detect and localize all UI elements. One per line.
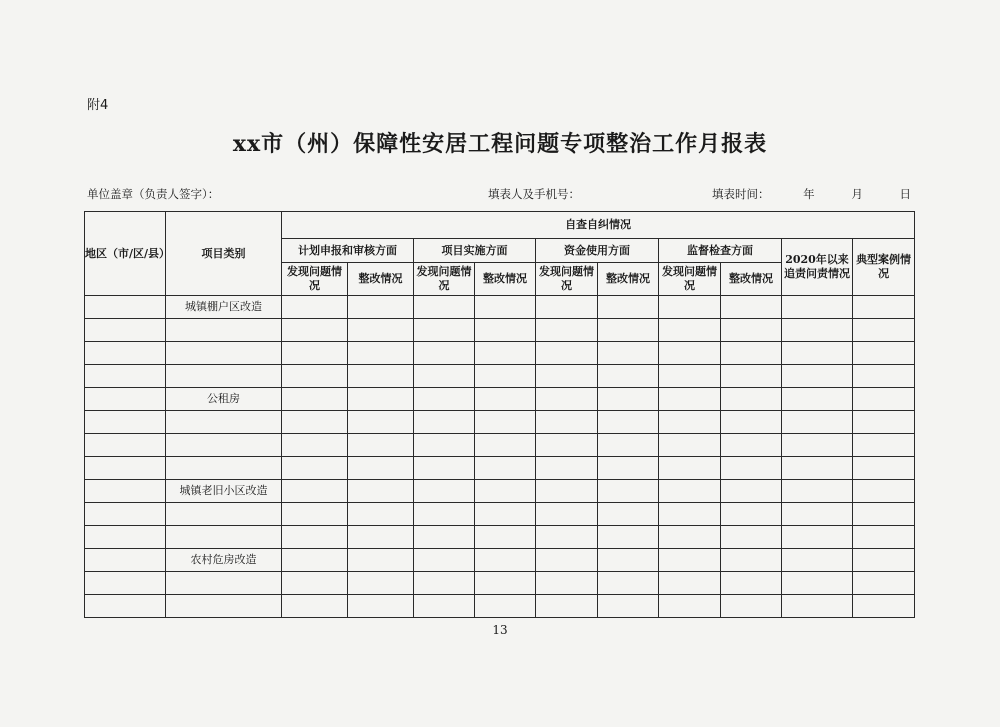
table-cell	[348, 411, 414, 434]
day-label: 日	[899, 187, 911, 201]
table-cell	[348, 457, 414, 480]
table-cell	[348, 296, 414, 319]
table-cell	[598, 388, 659, 411]
table-cell	[282, 572, 348, 595]
table-cell	[166, 434, 282, 457]
table-body	[85, 296, 915, 618]
table-cell	[475, 342, 536, 365]
table-cell	[536, 480, 598, 503]
attachment-label: 附4	[87, 98, 109, 113]
table-cell	[85, 549, 166, 572]
table-cell	[659, 319, 721, 342]
table-cell	[475, 503, 536, 526]
table-cell	[85, 526, 166, 549]
table-cell	[536, 342, 598, 365]
table-cell	[348, 526, 414, 549]
table-cell	[598, 342, 659, 365]
table-row	[85, 526, 915, 549]
table-cell	[659, 434, 721, 457]
table-cell	[282, 595, 348, 618]
table-cell	[536, 457, 598, 480]
report-title: xx市（州）保障性安居工程问题专项整治工作月报表	[232, 131, 768, 157]
table-cell	[659, 595, 721, 618]
table-row	[85, 572, 915, 595]
table-cell	[598, 411, 659, 434]
table-cell	[853, 480, 915, 503]
table-cell	[782, 296, 853, 319]
table-cell	[475, 457, 536, 480]
rectify-header: 整改情况	[721, 263, 782, 296]
table-cell	[475, 411, 536, 434]
table-cell	[348, 365, 414, 388]
table-cell	[598, 296, 659, 319]
table-cell	[721, 549, 782, 572]
table-cell	[282, 342, 348, 365]
table-cell	[536, 411, 598, 434]
table-cell	[782, 411, 853, 434]
table-cell	[782, 480, 853, 503]
table-cell	[414, 365, 475, 388]
table-cell	[598, 434, 659, 457]
table-cell	[166, 365, 282, 388]
table-cell	[853, 342, 915, 365]
table-cell	[721, 296, 782, 319]
table-cell	[853, 572, 915, 595]
project-category-cell: 公租房	[166, 388, 282, 411]
table-row	[85, 549, 915, 572]
table-cell	[782, 434, 853, 457]
table-cell	[414, 342, 475, 365]
table-cell	[348, 595, 414, 618]
table-cell	[659, 342, 721, 365]
table-cell	[659, 526, 721, 549]
table-cell	[659, 388, 721, 411]
group-implementation-header: 项目实施方面	[414, 239, 536, 263]
table-cell	[282, 503, 348, 526]
table-cell	[414, 457, 475, 480]
table-cell	[853, 595, 915, 618]
table-cell	[475, 480, 536, 503]
table-cell	[85, 388, 166, 411]
table-cell	[166, 411, 282, 434]
table-cell	[85, 503, 166, 526]
table-cell	[853, 296, 915, 319]
table-cell	[536, 388, 598, 411]
table-cell	[85, 365, 166, 388]
table-row	[85, 296, 915, 319]
typical-cases-header: 典型案例情况	[853, 239, 915, 296]
table-cell	[85, 319, 166, 342]
table-cell	[85, 296, 166, 319]
table-cell	[598, 319, 659, 342]
table-row	[85, 411, 915, 434]
table-cell	[166, 342, 282, 365]
table-cell	[85, 411, 166, 434]
table-row	[85, 365, 915, 388]
table-cell	[348, 342, 414, 365]
table-cell	[414, 296, 475, 319]
table-cell	[282, 319, 348, 342]
table-cell	[282, 365, 348, 388]
table-cell	[85, 434, 166, 457]
table-cell	[721, 434, 782, 457]
table-cell	[282, 526, 348, 549]
fill-date	[712, 186, 911, 202]
table-cell	[721, 526, 782, 549]
rectify-header: 整改情况	[475, 263, 536, 296]
table-cell	[721, 457, 782, 480]
table-cell	[348, 480, 414, 503]
project-type-header: 项目类别	[166, 212, 282, 296]
table-cell	[282, 411, 348, 434]
table-cell	[475, 434, 536, 457]
table-cell	[721, 480, 782, 503]
table-cell	[536, 526, 598, 549]
table-cell	[721, 411, 782, 434]
table-cell	[348, 549, 414, 572]
table-cell	[721, 319, 782, 342]
table-cell	[721, 342, 782, 365]
filler-label: 填表人及手机号：	[488, 187, 580, 201]
table-cell	[475, 572, 536, 595]
year-label: 年	[803, 187, 815, 201]
unit-seal-label: 单位盖章（负责人签字）：	[87, 187, 220, 201]
table-cell	[475, 526, 536, 549]
table-cell	[166, 503, 282, 526]
table-cell	[782, 503, 853, 526]
table-row	[85, 319, 915, 342]
table-cell	[414, 480, 475, 503]
table-cell	[782, 572, 853, 595]
table-cell	[782, 365, 853, 388]
table-cell	[598, 526, 659, 549]
table-cell	[853, 434, 915, 457]
table-row	[85, 480, 915, 503]
table-cell	[536, 595, 598, 618]
table-cell	[659, 549, 721, 572]
table-cell	[659, 365, 721, 388]
table-cell	[659, 480, 721, 503]
table-cell	[598, 503, 659, 526]
table-cell	[282, 296, 348, 319]
found-issues-header: 发现问题情况	[659, 263, 721, 296]
table-cell	[536, 503, 598, 526]
rectify-header: 整改情况	[348, 263, 414, 296]
table-cell	[475, 296, 536, 319]
table-cell	[348, 319, 414, 342]
table-cell	[536, 296, 598, 319]
fill-time-label: 填表时间：	[712, 187, 770, 201]
table-cell	[282, 434, 348, 457]
table-cell	[414, 595, 475, 618]
table-cell	[782, 342, 853, 365]
table-cell	[598, 572, 659, 595]
table-cell	[853, 411, 915, 434]
table-cell	[782, 457, 853, 480]
table-cell	[166, 595, 282, 618]
table-cell	[85, 457, 166, 480]
table-cell	[659, 572, 721, 595]
found-issues-header: 发现问题情况	[536, 263, 598, 296]
table-row	[85, 457, 915, 480]
table-cell	[853, 457, 915, 480]
month-label: 月	[851, 187, 863, 201]
table-cell	[85, 572, 166, 595]
table-cell	[721, 365, 782, 388]
table-row	[85, 503, 915, 526]
region-header: 地区（市/区/县）	[85, 212, 166, 296]
table-cell	[659, 457, 721, 480]
table-cell	[853, 319, 915, 342]
table-cell	[536, 572, 598, 595]
table-cell	[659, 296, 721, 319]
table-row	[85, 388, 915, 411]
table-cell	[853, 388, 915, 411]
table-cell	[348, 503, 414, 526]
page-number: 13	[492, 623, 508, 637]
table-cell	[782, 319, 853, 342]
accountability-header: 2020年以来追责问责情况	[782, 239, 853, 296]
rectify-header: 整改情况	[598, 263, 659, 296]
report-table	[84, 211, 915, 618]
group-funds-header: 资金使用方面	[536, 239, 659, 263]
table-cell	[721, 595, 782, 618]
table-cell	[536, 434, 598, 457]
table-cell	[782, 388, 853, 411]
table-cell	[598, 365, 659, 388]
table-cell	[282, 388, 348, 411]
table-cell	[782, 549, 853, 572]
table-cell	[282, 457, 348, 480]
table-cell	[166, 572, 282, 595]
table-cell	[282, 480, 348, 503]
table-cell	[414, 526, 475, 549]
table-cell	[282, 549, 348, 572]
table-cell	[85, 480, 166, 503]
table-cell	[166, 319, 282, 342]
table-cell	[853, 526, 915, 549]
table-cell	[721, 388, 782, 411]
table-cell	[414, 319, 475, 342]
table-cell	[598, 549, 659, 572]
table-cell	[598, 595, 659, 618]
project-category-cell: 城镇老旧小区改造	[166, 480, 282, 503]
table-cell	[475, 549, 536, 572]
table-cell	[414, 549, 475, 572]
table-cell	[853, 503, 915, 526]
project-category-cell: 农村危房改造	[166, 549, 282, 572]
table-cell	[475, 319, 536, 342]
table-cell	[414, 411, 475, 434]
project-category-cell: 城镇棚户区改造	[166, 296, 282, 319]
table-cell	[721, 503, 782, 526]
self-check-header: 自查自纠情况	[282, 212, 915, 239]
table-cell	[414, 503, 475, 526]
table-cell	[414, 388, 475, 411]
group-plan-header: 计划申报和审核方面	[282, 239, 414, 263]
table-cell	[536, 319, 598, 342]
table-cell	[414, 572, 475, 595]
table-cell	[348, 388, 414, 411]
table-cell	[659, 411, 721, 434]
table-cell	[166, 526, 282, 549]
table-cell	[166, 457, 282, 480]
table-cell	[659, 503, 721, 526]
table-cell	[85, 595, 166, 618]
table-cell	[475, 595, 536, 618]
table-cell	[853, 365, 915, 388]
table-cell	[536, 365, 598, 388]
table-cell	[721, 572, 782, 595]
table-cell	[782, 595, 853, 618]
group-supervision-header: 监督检查方面	[659, 239, 782, 263]
table-cell	[85, 342, 166, 365]
table-cell	[414, 434, 475, 457]
table-row	[85, 342, 915, 365]
table-cell	[853, 549, 915, 572]
table-cell	[536, 549, 598, 572]
table-cell	[475, 388, 536, 411]
table-cell	[782, 526, 853, 549]
table-row	[85, 595, 915, 618]
table-row	[85, 434, 915, 457]
table-cell	[348, 434, 414, 457]
table-cell	[598, 480, 659, 503]
table-cell	[475, 365, 536, 388]
found-issues-header: 发现问题情况	[414, 263, 475, 296]
found-issues-header: 发现问题情况	[282, 263, 348, 296]
table-cell	[348, 572, 414, 595]
table-cell	[598, 457, 659, 480]
